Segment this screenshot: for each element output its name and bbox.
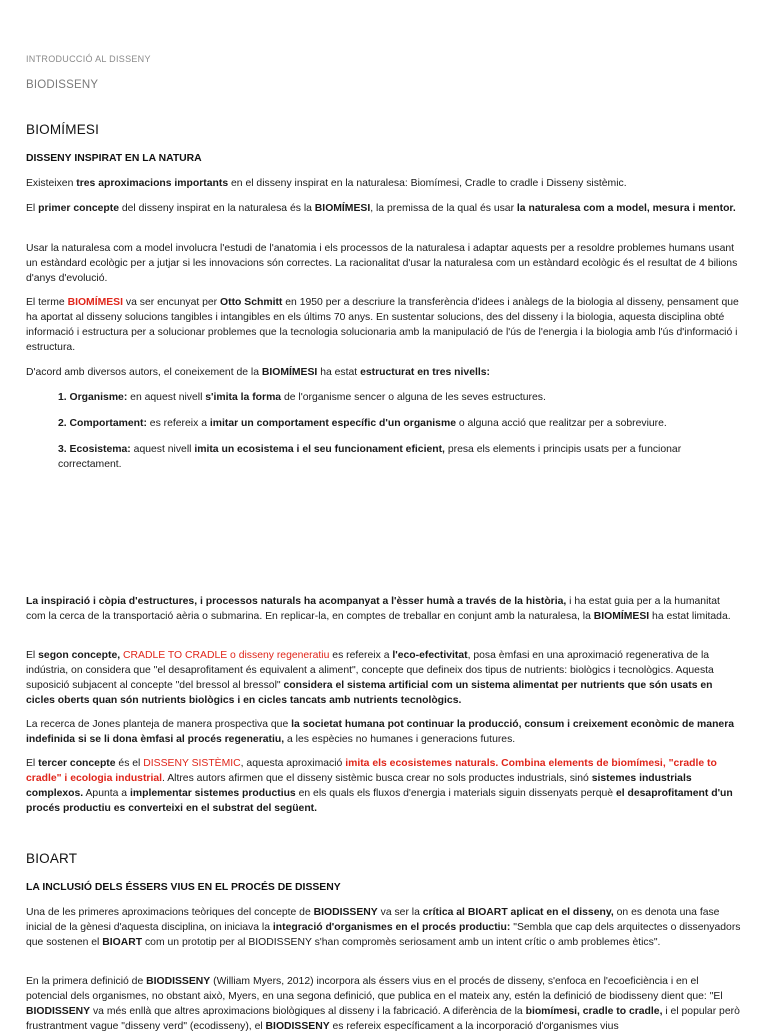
paragraph-third-concept: El tercer concepte és el DISSENY SISTÈMIC, aquesta aproximació imita els ecosistemes naturals. Combina elements de biomímesi, "cradle to cradle" i ecologia industrial. Altres autors afirmen que el disseny sistèmic busca crear no sols productes industrials, sinó sistemes industrials complexos. Apunta a implementar sistemes productius en els quals els fluxos d'energia i materials siguin dissenyats perquè el desaprofitament d'un procés productiu es converteixi en el substrat del següent. bbox=[26, 758, 733, 814]
list-item: 1. Organisme: en aquest nivell s'imita la forma de l'organisme sencer o alguna de les seves estructures. bbox=[58, 392, 546, 403]
section-title-biomimesi: BIOMÍMESI bbox=[26, 122, 100, 137]
section-subtitle-biomimesi: DISSENY INSPIRAT EN LA NATURA bbox=[26, 153, 202, 164]
paragraph-history: La inspiració i còpia d'estructures, i processos naturals ha acompanyat a l'èsser humà a través de la història, i ha estat guia per a la humanitat com la cerca de la transportació aèria o submarina. En replicar-la, en comptes de treballar en conjunt amb la naturalesa, la BIOMÍMESI ha estat limitada. bbox=[26, 596, 731, 622]
paragraph-nature-model: Usar la naturalesa com a model involucra l'estudi de l'anatomia i els processos de la naturalesa i adaptar aquests per a resoldre problemes humans usant un estàndard ecològic per a jutjar si les innovacions són correctes. La racionalitat d'usar la naturalesa com un estàndard ecològic és el resultat de 4 bilions d'anys d'evolució. bbox=[26, 243, 738, 284]
course-eyebrow: INTRODUCCIÓ AL DISSENY bbox=[26, 54, 151, 64]
paragraph-three-levels: D'acord amb diversos autors, el coneixement de la BIOMÍMESI ha estat estructurat en tres nivells: bbox=[26, 367, 490, 378]
section-subtitle-bioart: LA INCLUSIÓ DELS ÉSSERS VIUS EN EL PROCÉS DE DISSENY bbox=[26, 882, 341, 893]
section-title-bioart: BIOART bbox=[26, 851, 78, 866]
breadcrumb: BIODISSENY bbox=[26, 79, 99, 91]
paragraph-jones-research: La recerca de Jones planteja de manera prospectiva que la societat humana pot continuar la producció, consum i creixement econòmic de manera indefinida si se li dona èmfasi al procés regeneratiu, a les espècies no humanes i generacions futures. bbox=[26, 719, 735, 745]
paragraph-second-concept: El segon concepte, CRADLE TO CRADLE o disseny regeneratiu es refereix a l'eco-efectivitat, posa èmfasi en una aproximació regenerativa de la indústria, on considera que "el desaprofitament és equivalent a aliment", concepte que defineix dos tipus de nutrients: biològics i tecnològics. Aquesta suposició subjacent al concepte "del bressol al bressol" considera el sistema artificial com un sistema alimentat per nutrients que són usats en cicles oberts quan són nutrients biològics i en cicles tancats amb nutrients tecnològics. bbox=[26, 650, 714, 706]
paragraph-first-concept: El primer concepte del disseny inspirat en la naturalesa és la BIOMÍMESI, la premissa de la qual és usar la naturalesa com a model, mesura i mentor. bbox=[26, 203, 736, 214]
list-item: 3. Ecosistema: aquest nivell imita un ecosistema i el seu funcionament eficient, presa els elements i principis usats per a funcionar correctament. bbox=[58, 444, 682, 470]
paragraph-bioart-critique: Una de les primeres aproximacions teòriques del concepte de BIODISSENY va ser la crítica al BIOART aplicat en el disseny, on es denota una fase inicial de la gènesi d'aquesta disciplina, on iniciava la integració d'organismes en el procés productiu: "Sembla que cap dels arquitectes o dissenyadors que sostenen el BIOART com un prototip per al BIODISSENY s'han compromès seriosament amb un intent crític o amb problemes ètics". bbox=[26, 907, 741, 948]
paragraph-biodesign-definition: En la primera definició de BIODISSENY (William Myers, 2012) incorpora als éssers vius en el procés de disseny, s'enfoca en l'ecoeficiència i en el potencial dels organismes, no obstant això, Myers, en una segona definició, que publica en el mateix any, estén la definició de biodisseny dient que: "El BIODISSENY va més enllà que altres aproximacions biològiques al disseny i la fabricació. A diferència de la biomímesi, cradle to cradle, i el popular però frustrantment vague "disseny verd" (ecodisseny), el BIODISSENY es refereix específicament a la incorporació d'organismes vius bbox=[26, 976, 740, 1032]
list-item: 2. Comportament: es refereix a imitar un comportament específic d'un organisme o alguna acció que realitzar per a sobreviure. bbox=[58, 418, 667, 429]
paragraph-term-origin: El terme BIOMÍMESI va ser encunyat per Otto Schmitt en 1950 per a descriure la transferència d'idees i anàlegs de la biologia al disseny, pensament que ha aportat al disseny solucions tangibles i intangibles en els últims 70 anys. En sustentar solucions, des del disseny i la biologia, aquesta disciplina obté informació i estructura per a solucionar problemes que la tecnologia solucionaria amb la manipulació de l'ús de l'energia i la biologia amb l'ús d'informació i estructura. bbox=[26, 297, 739, 353]
levels-list bbox=[26, 390, 742, 472]
paragraph-intro: Existeixen tres aproximacions importants en el disseny inspirat en la naturalesa: Biomímesi, Cradle to cradle i Disseny sistèmic. bbox=[26, 178, 627, 189]
